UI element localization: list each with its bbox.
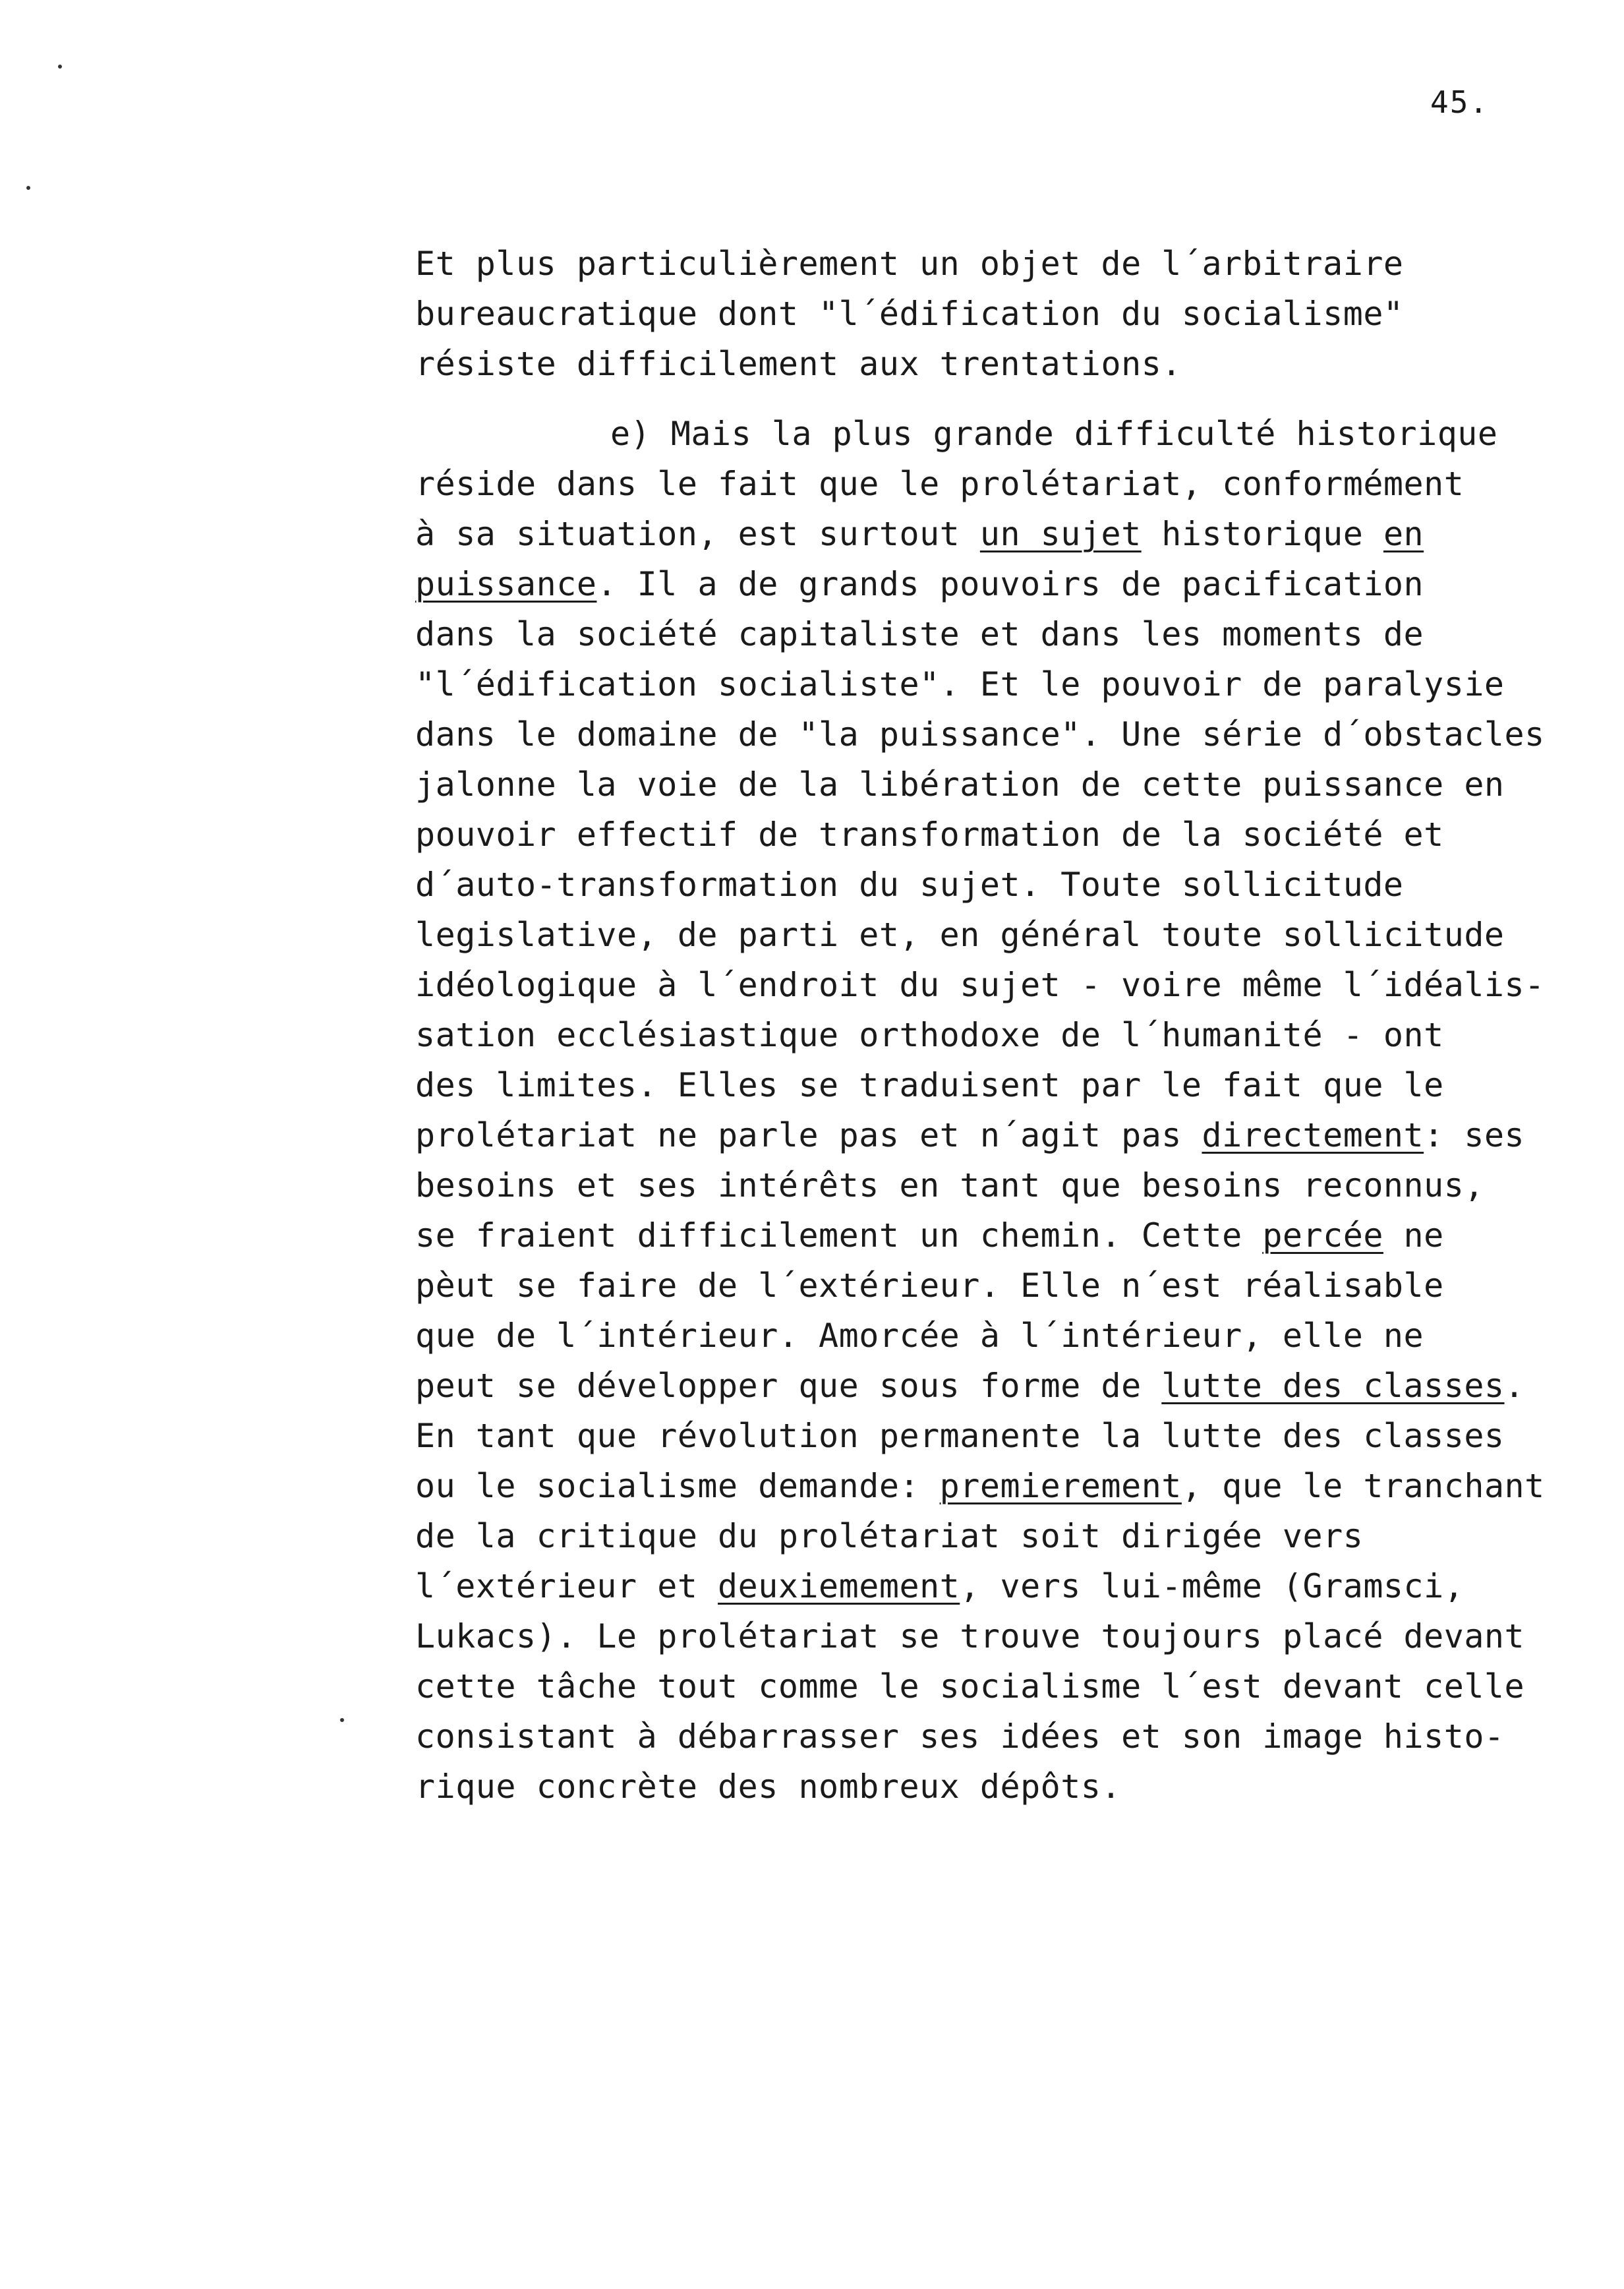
body-text <box>415 239 1575 1812</box>
text-line: rique concrète des nombreux dépôts. <box>415 1768 1122 1806</box>
underlined-term: deuxiemement <box>718 1567 960 1605</box>
underlined-term: en <box>1383 515 1424 553</box>
text-line: à sa situation, est surtout un sujet historique en <box>415 515 1424 553</box>
text-line: dans le domaine de "la puissance". Une série d´obstacles <box>415 715 1545 754</box>
text-line: de la critique du prolétariat soit dirigée vers <box>415 1517 1364 1555</box>
paragraph <box>415 239 1575 389</box>
text-line: pouvoir effectif de transformation de la société et <box>415 816 1444 854</box>
page-number: 45. <box>1430 84 1490 120</box>
text-line: prolétariat ne parle pas et n´agit pas directement: ses <box>415 1116 1525 1154</box>
text-line: réside dans le fait que le prolétariat, conformément <box>415 465 1464 503</box>
text-line: "l´édification socialiste". Et le pouvoir de paralysie <box>415 665 1505 703</box>
underlined-term: un sujet <box>979 515 1142 553</box>
text-line: des limites. Elles se traduisent par le fait que le <box>415 1066 1444 1104</box>
text-line: pèut se faire de l´extérieur. Elle n´est réalisable <box>415 1266 1444 1305</box>
underlined-term: premierement <box>939 1467 1182 1505</box>
text-line: puissance. Il a de grands pouvoirs de pacification <box>415 565 1424 603</box>
text-line: dans la société capitaliste et dans les moments de <box>415 615 1424 653</box>
text-line: se fraient difficilement un chemin. Cette percée ne <box>415 1216 1444 1255</box>
text-line: sation ecclésiastique orthodoxe de l´humanité - ont <box>415 1016 1444 1054</box>
text-line: idéologique à l´endroit du sujet - voire même l´idéalis- <box>415 966 1545 1004</box>
underlined-term: puissance <box>415 565 597 603</box>
text-line: cette tâche tout comme le socialisme l´est devant celle <box>415 1667 1525 1706</box>
text-line: Et plus particulièrement un objet de l´arbitraire <box>415 245 1404 283</box>
text-line: peut se développer que sous forme de lutte des classes. <box>415 1367 1525 1405</box>
text-line: bureaucratique dont "l´édification du socialisme" <box>415 295 1404 333</box>
underlined-term: percée <box>1262 1216 1383 1255</box>
scan-speck <box>26 186 30 190</box>
text-line: résiste difficilement aux trentations. <box>415 345 1182 383</box>
text-line: jalonne la voie de la libération de cette puissance en <box>415 765 1505 804</box>
underlined-term: directement <box>1202 1116 1424 1154</box>
text-line: consistant à débarrasser ses idées et son image histo- <box>415 1717 1505 1756</box>
text-line: que de l´intérieur. Amorcée à l´intérieur, elle ne <box>415 1317 1424 1355</box>
text-line: l´extérieur et deuxiemement, vers lui-même (Gramsci, <box>415 1567 1464 1605</box>
text-line: En tant que révolution permanente la lutte des classes <box>415 1417 1505 1455</box>
text-line: legislative, de parti et, en général toute sollicitude <box>415 916 1505 954</box>
text-line: d´auto-transformation du sujet. Toute sollicitude <box>415 866 1404 904</box>
text-line: besoins et ses intérêts en tant que besoins reconnus, <box>415 1166 1484 1204</box>
text-line: ou le socialisme demande: premierement, que le tranchant <box>415 1467 1545 1505</box>
text-line: Lukacs). Le prolétariat se trouve toujours placé devant <box>415 1617 1525 1655</box>
paragraph <box>415 409 1575 1812</box>
underlined-term: lutte des classes <box>1161 1367 1505 1405</box>
scan-speck <box>58 65 62 69</box>
scan-speck <box>340 1718 344 1722</box>
text-line: e) Mais la plus grande difficulté historique <box>610 415 1498 453</box>
